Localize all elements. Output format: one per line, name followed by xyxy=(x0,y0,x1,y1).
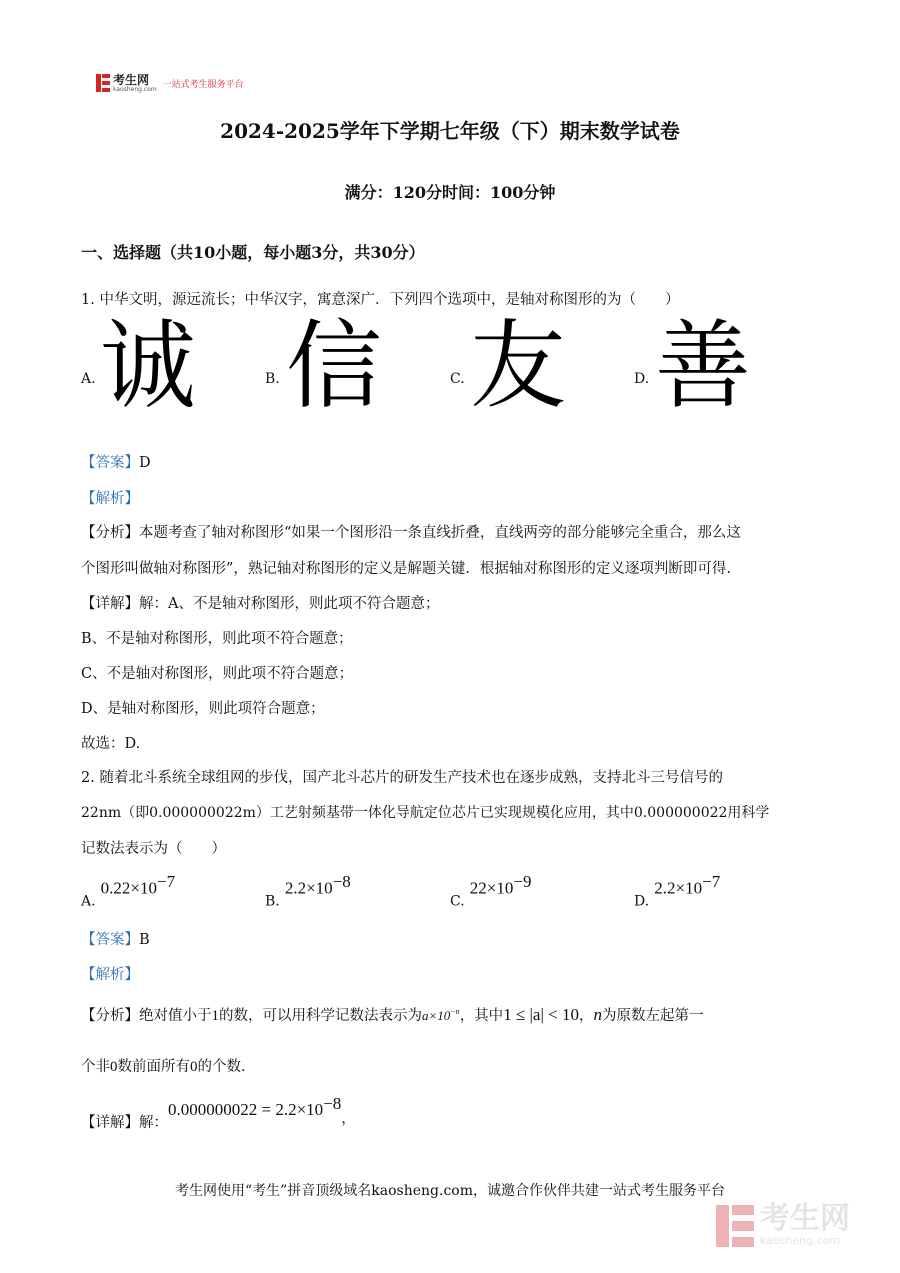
logo-name: 考生网 xyxy=(113,72,150,87)
q1-xiangjie-1 xyxy=(81,592,439,613)
q2-fenxi-2: 个非0数前面所有0的个数. xyxy=(81,1059,246,1075)
logo-mark-icon xyxy=(96,74,110,92)
watermark-name: 考生网 xyxy=(760,1201,850,1236)
q1-answer xyxy=(81,451,151,472)
q2-option-d: D. $2.2\times 10^{-7}$ xyxy=(634,872,721,910)
xiangjie-tag: 【详解】 xyxy=(81,596,139,612)
q2-answer xyxy=(81,928,150,949)
q1-option-d-char: 善 xyxy=(655,310,751,422)
q1-option-b-char: 信 xyxy=(286,310,382,422)
q2-option-c: C. $22\times 10^{-9}$ xyxy=(450,872,532,910)
q1-xiangjie-2: B、不是轴对称图形，则此项不符合题意； xyxy=(81,631,353,647)
page-title: 2024-2025学年下学期七年级（下）期末数学试卷 xyxy=(220,119,680,143)
answer-tag: 【答案】 xyxy=(81,932,139,948)
q2-analysis-tag: 【解析】 xyxy=(81,967,139,983)
fenxi-tag: 【分析】 xyxy=(81,525,139,541)
q1-option-c-char: 友 xyxy=(470,310,566,422)
answer-value: D xyxy=(139,455,151,471)
footer-text: 考生网使用“考生”拼音顶级域名kaosheng.com，诚邀合作伙伴共建一站式考生服务平台 xyxy=(174,1183,726,1199)
q1-option-d-label: D. xyxy=(634,371,650,387)
q2-option-a: A. $0.22\times 10^{-7}$ xyxy=(81,872,176,910)
answer-value: B xyxy=(139,932,150,948)
q2-stem-3: 记数法表示为（ ） xyxy=(81,841,226,857)
section-heading: 一、选择题（共10小题，每小题3分，共30分） xyxy=(81,243,425,262)
exam-info: 满分：120分时间：100分钟 xyxy=(344,183,556,202)
q1-option-a-label: A. xyxy=(81,371,96,387)
watermark-domain: kaosheng.com xyxy=(760,1234,841,1247)
q2-stem-1: 2. 随着北斗系统全球组网的步伐，国产北斗芯片的研发生产技术也在逐步成熟，支持北斗三号信号的 xyxy=(81,770,723,786)
q1-fenxi-2: 个图形叫做轴对称图形”，熟记轴对称图形的定义是解题关键．根据轴对称图形的定义逐项判断即可得. xyxy=(81,561,732,577)
watermark-logo xyxy=(716,1201,850,1247)
q1-option-c-label: C. xyxy=(450,371,465,387)
q1-xiangjie-3: C、不是轴对称图形，则此项不符合题意； xyxy=(81,666,354,682)
answer-tag: 【答案】 xyxy=(81,455,139,471)
q1-xiangjie-4: D、是轴对称图形，则此项符合题意； xyxy=(81,701,325,717)
q2-fenxi-1: 【分析】绝对值小于1的数，可以用科学记数法表示为$a\times 10^{-n}$，其中1 ≤ |a| < 10，n为原数左起第一 xyxy=(81,1005,704,1024)
q2-xiangjie: 【详解】解：$0.000000022 = 2.2\times 10^{-8}$， xyxy=(81,1094,356,1131)
q1-conclusion: 故选：D. xyxy=(81,736,141,752)
watermark-mark-icon xyxy=(716,1205,754,1247)
header-slogan: 一站式考生服务平台 xyxy=(162,79,244,90)
q1-analysis-tag: 【解析】 xyxy=(81,491,139,507)
q1-fenxi-1 xyxy=(81,521,741,542)
q2-option-b: B. $2.2\times 10^{-8}$ xyxy=(265,872,351,910)
q2-stem-2: 22nm（即0.000000022m）工艺射频基带一体化导航定位芯片已实现规模化应用，其中0.000000022用科学 xyxy=(81,805,770,821)
header-logo xyxy=(96,72,244,94)
q1-stem: 1. 中华文明，源远流长；中华汉字，寓意深广．下列四个选项中，是轴对称图形的为（ ） xyxy=(81,292,680,308)
q1-option-a-char: 诚 xyxy=(100,310,196,422)
logo-domain: kaosheng.com xyxy=(113,85,157,93)
xiangjie-text: 解：A、不是轴对称图形，则此项不符合题意； xyxy=(139,596,440,612)
q1-option-b-label: B. xyxy=(265,371,280,387)
fenxi-text: 本题考查了轴对称图形“如果一个图形沿一条直线折叠，直线两旁的部分能够完全重合，那么这 xyxy=(139,525,741,541)
